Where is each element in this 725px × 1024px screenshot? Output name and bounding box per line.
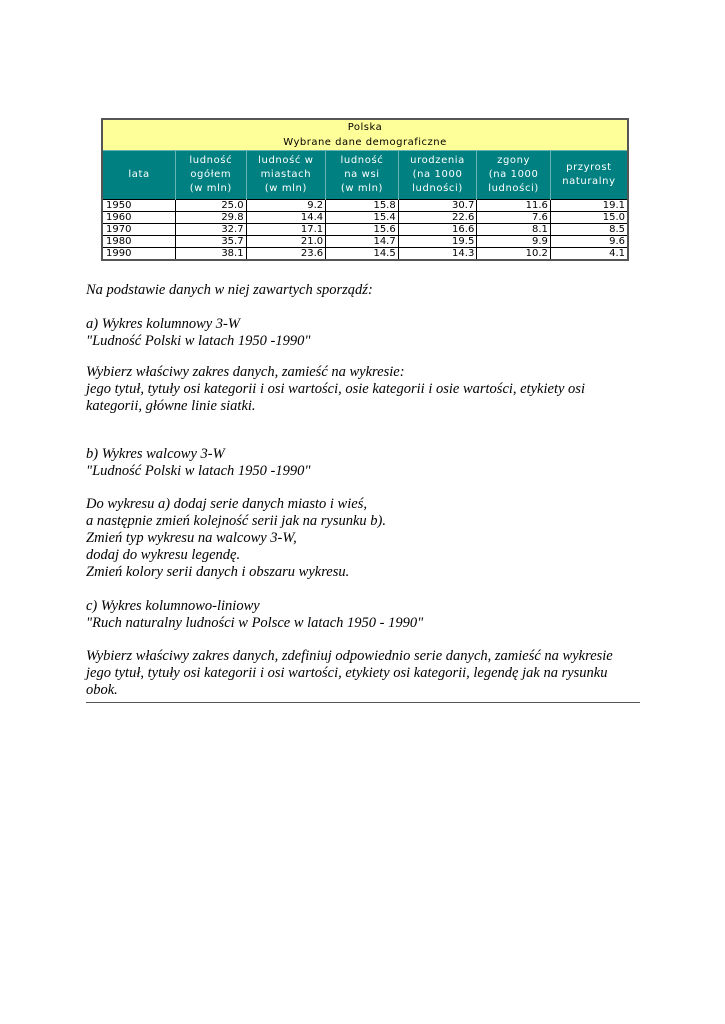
- section-b-line-2: Zmień typ wykresu na walcowy 3-W,: [86, 530, 297, 546]
- table-cell: 7.6: [477, 212, 551, 224]
- table-header-text: ludność w: [258, 155, 314, 166]
- table-row: [103, 224, 627, 236]
- section-b: [86, 446, 646, 480]
- table-cell: 23.6: [246, 248, 326, 260]
- section-b-instructions: [86, 496, 646, 581]
- table-header-text: (w mln): [340, 183, 384, 194]
- section-b-line-3: dodaj do wykresu legendę.: [86, 547, 241, 563]
- table-cell: 15.0: [550, 212, 627, 224]
- table-cell: 9.9: [477, 236, 551, 248]
- section-c-instructions: [86, 648, 646, 699]
- table-cell: 9.6: [550, 236, 627, 248]
- table-header-text: przyrost: [566, 162, 612, 173]
- table-cell: 19.1: [550, 200, 627, 212]
- section-c: [86, 598, 646, 632]
- intro-text: Na podstawie danych w niej zawartych sporządź:: [86, 282, 373, 298]
- table-cell: 14.5: [326, 248, 399, 260]
- table-header-text: ludności): [488, 183, 539, 194]
- section-c-line-2: obok.: [86, 682, 118, 698]
- section-a-instructions: [86, 364, 646, 415]
- table-cell: 11.6: [477, 200, 551, 212]
- table-title-block: [103, 120, 627, 150]
- table-cell: 15.4: [326, 212, 399, 224]
- table-header-cell: [326, 151, 399, 200]
- horizontal-divider: [86, 702, 640, 703]
- section-b-line-0: Do wykresu a) dodaj serie danych miasto i wieś,: [86, 496, 367, 512]
- table-cell: 30.7: [398, 200, 477, 212]
- table-row: [103, 200, 627, 212]
- demographic-table: [101, 118, 629, 261]
- section-b-line-4: Zmień kolory serii danych i obszaru wykresu.: [86, 564, 350, 580]
- table-header-cell: [176, 151, 247, 200]
- section-a: [86, 316, 646, 350]
- table-cell: 29.8: [176, 212, 247, 224]
- table-cell: 4.1: [550, 248, 627, 260]
- table-header-cell: [477, 151, 551, 200]
- table-header-cell: [103, 151, 176, 200]
- table-subtitle: Wybrane dane demograficzne: [283, 137, 447, 148]
- table-cell: 8.1: [477, 224, 551, 236]
- table-row: [103, 212, 627, 224]
- table-header-text: lata: [128, 169, 150, 180]
- table-header-cell: [398, 151, 477, 200]
- table-header-text: naturalny: [562, 176, 616, 187]
- section-b-title: b) Wykres walcowy 3-W: [86, 446, 225, 462]
- table-header-text: ogółem: [190, 169, 232, 180]
- table-title: Polska: [347, 122, 383, 133]
- table-cell-year: 1970: [103, 224, 176, 236]
- section-c-line-0: Wybierz właściwy zakres danych, zdefiniuj odpowiednio serie danych, zamieść na wykresie: [86, 648, 613, 664]
- section-a-line-0: Wybierz właściwy zakres danych, zamieść na wykresie:: [86, 364, 405, 380]
- table-header-text: urodzenia: [410, 155, 465, 166]
- table-cell: 15.8: [326, 200, 399, 212]
- table-header-row: [103, 151, 627, 200]
- section-b-line-1: a następnie zmień kolejność serii jak na rysunku b).: [86, 513, 387, 529]
- table-cell: 22.6: [398, 212, 477, 224]
- section-c-title: c) Wykres kolumnowo-liniowy: [86, 598, 260, 614]
- section-b-chart-title: "Ludność Polski w latach 1950 -1990": [86, 463, 311, 479]
- table-header-text: ludność: [189, 155, 233, 166]
- table-header-text: (na 1000: [488, 169, 539, 180]
- section-c-chart-title: "Ruch naturalny ludności w Polsce w latach 1950 - 1990": [86, 615, 424, 631]
- table-cell: 14.4: [246, 212, 326, 224]
- table-cell: 15.6: [326, 224, 399, 236]
- table-cell: 10.2: [477, 248, 551, 260]
- table-cell-year: 1990: [103, 248, 176, 260]
- table-cell: 14.7: [326, 236, 399, 248]
- table-header-text: na wsi: [344, 169, 380, 180]
- table-cell: 21.0: [246, 236, 326, 248]
- table-cell: 19.5: [398, 236, 477, 248]
- table-header-text: (w mln): [189, 183, 232, 194]
- table-cell: 25.0: [176, 200, 247, 212]
- section-a-chart-title: "Ludność Polski w latach 1950 -1990": [86, 333, 311, 349]
- table-header-cell: [550, 151, 627, 200]
- table-header-text: ludność: [340, 155, 384, 166]
- table-header-text: zgony: [497, 155, 531, 166]
- table-row: [103, 236, 627, 248]
- table-cell: 14.3: [398, 248, 477, 260]
- section-a-line-1: jego tytuł, tytuły osi kategorii i osi wartości, osie kategorii i osie wartości, etykiety osi: [86, 381, 585, 397]
- table-body: [103, 200, 627, 260]
- table-cell-year: 1950: [103, 200, 176, 212]
- table-cell: 32.7: [176, 224, 247, 236]
- table-cell-year: 1980: [103, 236, 176, 248]
- section-a-title: a) Wykres kolumnowy 3-W: [86, 316, 240, 332]
- section-c-line-1: jego tytuł, tytuły osi kategorii i osi wartości, etykiety osi kategorii, legendę jak na rysunku: [86, 665, 608, 681]
- section-a-line-2: kategorii, główne linie siatki.: [86, 398, 256, 414]
- data-table: [103, 150, 627, 259]
- table-cell-year: 1960: [103, 212, 176, 224]
- table-cell: 16.6: [398, 224, 477, 236]
- table-header-text: (w mln): [264, 183, 307, 194]
- table-header-cell: [246, 151, 326, 200]
- table-header-text: (na 1000: [412, 169, 463, 180]
- table-cell: 8.5: [550, 224, 627, 236]
- table-cell: 9.2: [246, 200, 326, 212]
- table-header-text: ludności): [412, 183, 463, 194]
- table-cell: 35.7: [176, 236, 247, 248]
- table-cell: 38.1: [176, 248, 247, 260]
- table-row: [103, 248, 627, 260]
- table-cell: 17.1: [246, 224, 326, 236]
- table-header-text: miastach: [260, 169, 312, 180]
